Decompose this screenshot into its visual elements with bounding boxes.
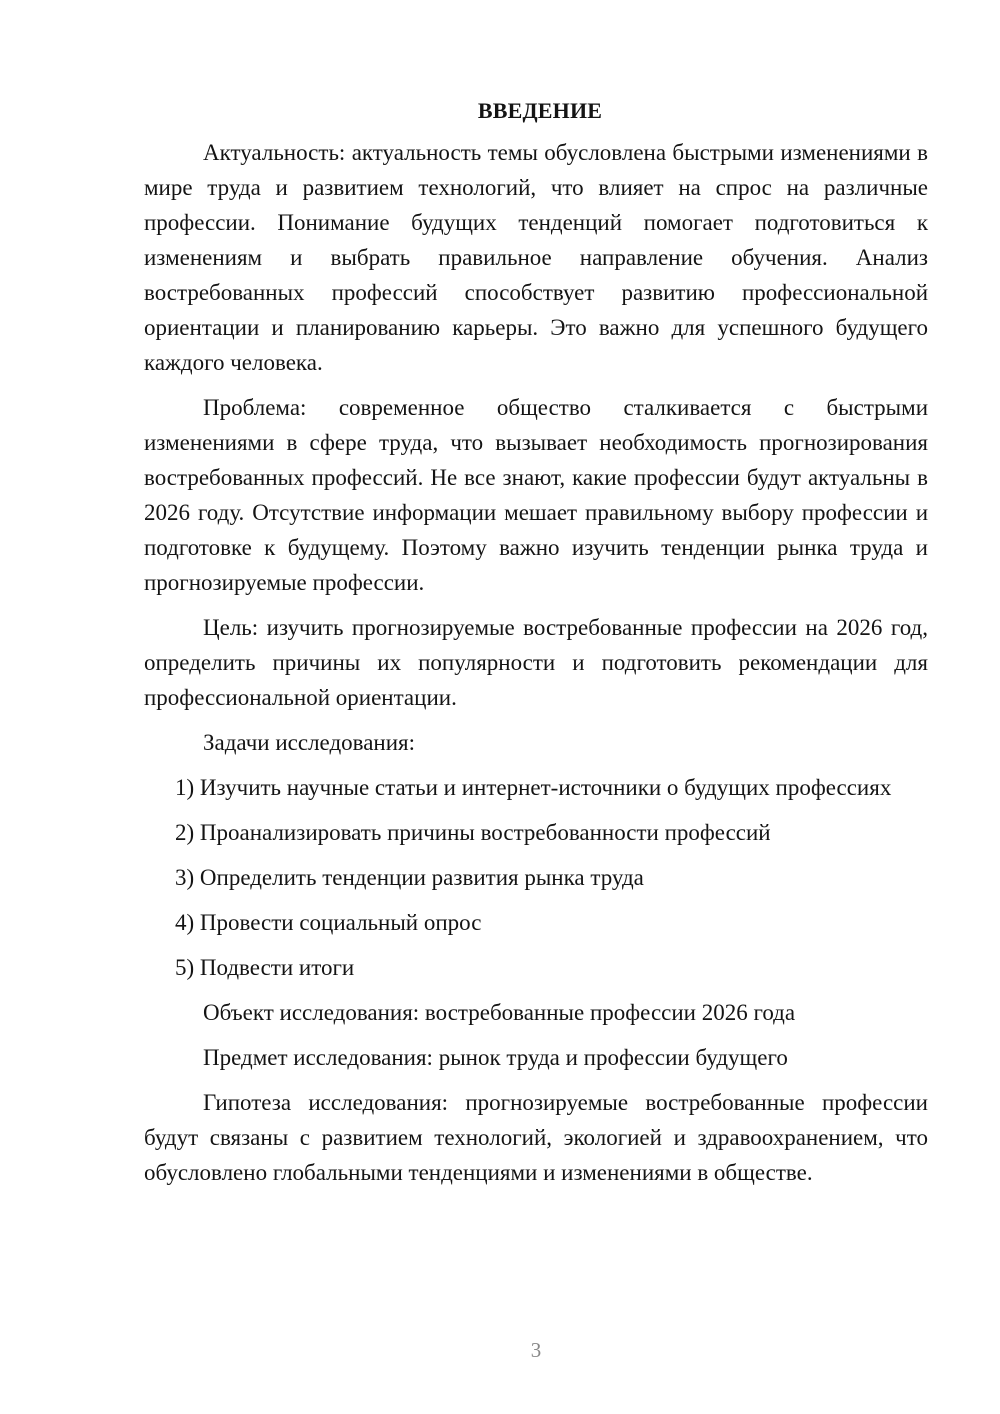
relevance-paragraph: Актуальность: актуальность темы обусловлена быстрыми изменениями в мире труда и развитием технологий, что влияет на спрос на различные профессии. Понимание будущих тенденций помогает подготовиться к изменениям и выбрать правильное направление обучения. Анализ востребованных профессий способствует развитию профессиональной ориентации и планированию карьеры. Это важно для успешного будущего каждого человека. xyxy=(144,140,928,375)
tasks-list xyxy=(144,770,928,985)
list-item: 3) Определить тенденции развития рынка труда xyxy=(175,865,644,890)
list-item: 5) Подвести итоги xyxy=(175,955,355,980)
problem-paragraph: Проблема: современное общество сталкивается с быстрыми изменениями в сфере труда, что вызывает необходимость прогнозирования востребованных профессий. Не все знают, какие профессии будут актуальны в 2026 году. Отсутствие информации мешает правильному выбору профессии и подготовке к будущему. Поэтому важно изучить тенденции рынка труда и прогнозируемые профессии. xyxy=(144,395,928,595)
subject-paragraph: Предмет исследования: рынок труда и профессии будущего xyxy=(203,1045,788,1070)
page-title: ВВЕДЕНИЕ xyxy=(477,98,603,123)
list-item: 4) Провести социальный опрос xyxy=(175,910,482,935)
hypothesis-paragraph: Гипотеза исследования: прогнозируемые востребованные профессии будут связаны с развитием технологий, экологией и здравоохранением, что обусловлено глобальными тенденциями и изменениями в обществе. xyxy=(144,1090,928,1185)
list-item: 2) Проанализировать причины востребованности профессий xyxy=(175,820,771,845)
goal-paragraph: Цель: изучить прогнозируемые востребованные профессии на 2026 год, определить причины их популярности и подготовить рекомендации для профессиональной ориентации. xyxy=(144,615,928,710)
page-number: 3 xyxy=(530,1338,542,1362)
list-item: 1) Изучить научные статьи и интернет-источники о будущих профессиях xyxy=(175,775,892,800)
tasks-heading: Задачи исследования: xyxy=(203,730,416,755)
page-content xyxy=(144,93,928,1190)
object-paragraph: Объект исследования: востребованные профессии 2026 года xyxy=(203,1000,796,1025)
